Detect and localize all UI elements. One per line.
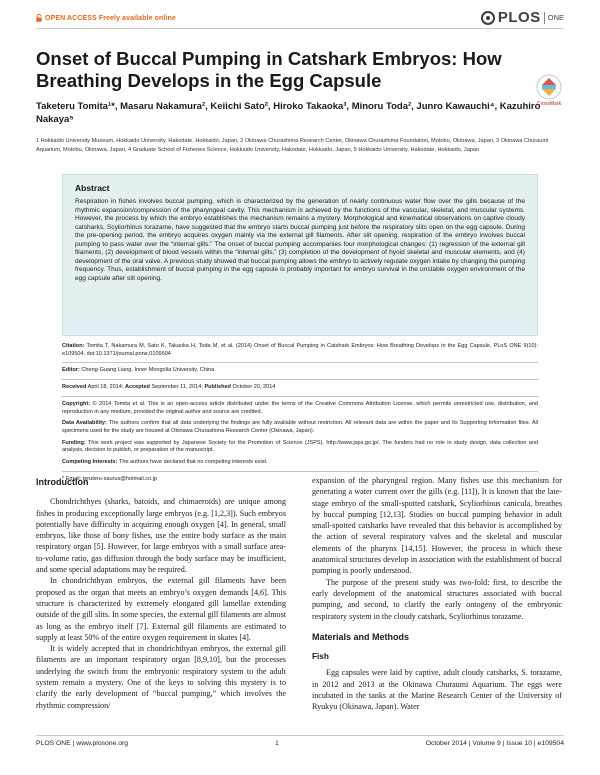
- meta-rule: [62, 396, 538, 397]
- footer-rule: [36, 735, 564, 736]
- abstract-heading: Abstract: [75, 183, 110, 193]
- left-column: [36, 477, 286, 711]
- editor-text: Cheng-Guang Liang, Inner Mongolia University, China: [81, 367, 215, 374]
- plos-one-logo: [481, 9, 564, 26]
- crossmark-icon: [536, 74, 562, 100]
- copyright-line: [62, 401, 538, 416]
- citation-line: [62, 343, 538, 358]
- footer-page-number: 1: [274, 740, 279, 747]
- received-date: April 18, 2014;: [87, 384, 124, 391]
- citation-text: Tomita T, Nakamura M, Sato K, Takaoka H, Toda M, et al. (2014) Onset of Buccal Pumping in Catshark Embryos: How Breathing Develops in the Egg Capsule. PLoS ONE 9(10): e109504. doi:10.1371/journal.pone.0109504: [62, 343, 538, 357]
- plos-wordmark: PLOS: [497, 9, 541, 26]
- author-list: Taketeru Tomita¹*, Masaru Nakamura², Keiichi Sato², Hiroko Takaoka³, Minoru Toda², Junro Kawauchi⁴, Kazuhiro Nakaya⁵: [36, 101, 541, 125]
- article-title: Onset of Buccal Pumping in Catshark Embryos: How Breathing Develops in the Egg Capsule: [36, 48, 502, 91]
- open-access-text: OPEN ACCESS Freely available online: [45, 14, 176, 22]
- abstract-text: Respiration in fishes involves buccal pumping, which is characterized by the generation of nearly continuous water flow over the gills because of the rhythmic expansion/compression of the pharyngeal cavity. This mechanism is achieved by the functions of the vascular, skeletal, and muscular systems. However, the process by which the embryo establishes the mechanism remains a mystery. Morphological and kinematical observations on captive cloudy catsharks, Scyliorhinus torazame, have suggested that the embryo starts buccal pumping just before the respiratory slits open on the egg capsule. During the pre-opening period, the embryo acquires oxygen mainly via the external gill filaments. After slit opening, respiration of the embryo involves buccal pumping to pass water over the “internal gills.” The onset of buccal pumping accompanies four morphological changes: (1) regression of the external gill filaments, (2) development of blood vessels within the “internal gills,” (3) completion of the development of hyoid skeletal and muscular elements, and (4) development of the oral valve. A previous study showed that buccal pumping allows the embryo to actively regulate oxygen intake by changing the pumping frequency. Thus, establishment of buccal pumping in the egg capsule is probably important for embryo survival in the unstable oxygen environment of the egg capsule after slit opening.: [75, 198, 525, 282]
- editor-label: Editor:: [62, 367, 80, 374]
- page-footer: [36, 740, 564, 747]
- published-date: October 20, 2014: [232, 384, 276, 391]
- meta-rule: [62, 471, 538, 472]
- plos-logo-icon: [481, 11, 495, 25]
- meta-rule: [62, 379, 538, 380]
- header-rule: [36, 28, 564, 29]
- fish-paragraph-1: Egg capsules were laid by captive, adult cloudy catsharks, S. torazame, in 2012 and 2013 at the Okinawa Churaumi Aquarium. The eggs were incubated in the tanks at the Marine Research Center of the University of Ryukyu (Okinawa, Japan). Water: [312, 668, 562, 712]
- intro-paragraph-1: Chondrichthyes (sharks, batoids, and chimaeroids) are unique among fishes in producing exceptionally large embryos (e.g. [1,2,3]). Such embryos potentially have difficulty in acquiring enough oxygen [4]. In general, small embryos, like those of bony fishes, use the entire body surface as the main respiratory organ [5]. However, for large embryos with a small surface area-to-volume ratio, gas diffusion through the body surface may be insufficient, and some special adaptations may be required.: [36, 497, 286, 575]
- competing-interests-label: Competing Interests:: [62, 459, 118, 466]
- one-wordmark: ONE: [547, 13, 564, 22]
- footer-journal: PLOS ONE | www.plosone.org: [36, 740, 129, 747]
- logo-divider: [544, 12, 545, 24]
- accepted-label: Accepted: [124, 384, 150, 391]
- introduction-heading: Introduction: [36, 477, 89, 487]
- received-label: Received: [62, 384, 87, 391]
- copyright-label: Copyright:: [62, 400, 91, 407]
- funding-line: [62, 440, 538, 455]
- citation-label: Citation:: [62, 343, 85, 349]
- footer-issue: October 2014 | Volume 9 | Issue 10 | e109504: [425, 740, 564, 747]
- article-metadata: [62, 343, 538, 488]
- funding-label: Funding:: [62, 439, 86, 446]
- competing-interests-line: [62, 459, 538, 467]
- right-column: [312, 475, 562, 713]
- data-availability-label: Data Availability:: [62, 420, 107, 427]
- open-access-lock-icon: [36, 14, 42, 22]
- abstract-box: [62, 174, 538, 336]
- data-availability-line: [62, 420, 538, 435]
- copyright-text: © 2014 Tomita et al. This is an open-access article distributed under the terms of the Creative Commons Attribution License, which permits unrestricted use, distribution, and reproduction in any medium, provided the original author and source are credited.: [62, 400, 538, 415]
- competing-interests-text: The authors have declared that no competing interests exist.: [118, 459, 268, 466]
- meta-rule: [62, 362, 538, 363]
- open-access-banner: [36, 14, 176, 22]
- intro-paragraph-4: The purpose of the present study was two-fold: first, to describe the early development of the anatomical structures associated with buccal pumping, and second, to clarify the early ontogeny of the embryonic respiratory system in the cloudy catshark, Scyliorhinus torazame.: [312, 577, 562, 621]
- data-availability-text: The authors confirm that all data underlying the findings are fully available without restriction. All relevant data are within the paper and its Supporting Information files. All specimens used for the study are housed at Okinawa Churashima Research Center (Okinawa, Japan).: [62, 420, 538, 434]
- affiliations: 1 Hokkaido University Museum, Hokkaido University, Hakodate, Hokkaido, Japan, 2 Okinawa Churashima Research Center, Okinawa Churashima Foundation, Motobu, Okinawa, Japan, 3 Okinawa Churaumi Aquarium, Motobu, Okinawa, Japan, 4 Graduate School of Fisheries Science, Hokkaido University, Hakodate, Hokkaido, Japan, 5 Hokkaido University, Hakodate, Hokkaido, Japan: [36, 138, 549, 153]
- intro-paragraph-3: It is widely accepted that in chondrichthyan embryos, the external gill filaments are an important respiratory organ [8,9,10], but the processes underlying the switch from the embryonic respiratory system to the adult system remain a mystery. One of the keys to solving this mystery is to clarify the early development of “buccal pumping,” which involves the rhythmic compression/: [36, 644, 286, 710]
- dates-line: [62, 384, 538, 392]
- intro-paragraph-3-continued: expansion of the pharyngeal region. Many fishes use this mechanism for generating a water current over the gills (e.g. [11]). It is known that the late-stage embryo of the small-spotted catshark, Scyliorhinus canicula, breathes by buccal pumping [12,13]. Studies on buccal pumping behavior in adult small-spotted catsharks have revealed that this behavior is accomplished by the action of several respiratory valves and the skeletal and muscular elements of the pharynx [14,15]. However, the process in which these anatomical structures develop in association with the establishment of buccal pumping is poorly understood.: [312, 476, 562, 576]
- methods-heading: Materials and Methods: [312, 631, 410, 642]
- intro-paragraph-2: In chondrichthyan embryos, the external gill filaments have been proposed as the organ that meets an embryo’s oxygen demands [4,6]. This structure is characterized by extremely elongated gill lamellae extending outside of the gill slits. In some species, the external gill filaments are almost as long as the embryo itself [7]. External gill filaments are estimated to supply at least 50% of the entire oxygen requirement in skates [4].: [36, 576, 286, 642]
- email-line: * Email: teruteru-saurus@hotmail.co.jp: [62, 475, 158, 482]
- accepted-date: September 11, 2014;: [151, 384, 203, 391]
- published-label: Published: [204, 384, 231, 391]
- fish-subheading: Fish: [312, 652, 329, 662]
- editor-line: [62, 367, 538, 375]
- funding-text: This work project was supported by Japanese Society for the Promotion of Science (JSPS). http://www.jsps.go.jp/. The funders had no role in study design, data collection and analysis, decision to publish, or preparation of the manuscript.: [62, 439, 538, 454]
- crossmark-label: CrossMark: [536, 101, 562, 107]
